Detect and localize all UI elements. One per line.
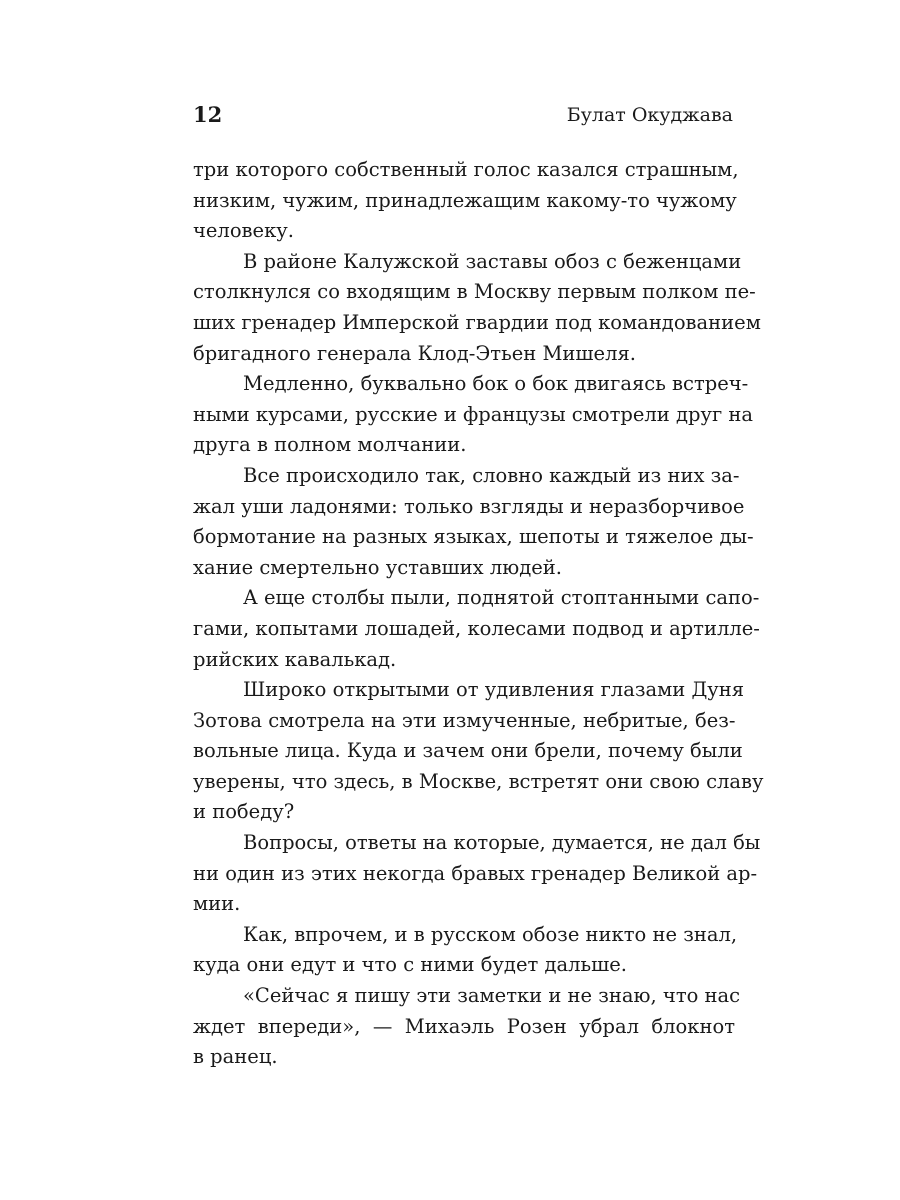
text-line: Зотова смотрела на эти измученные, небритые, без-	[193, 708, 736, 732]
text-line: Как, впрочем, и в русском обозе никто не знал,	[243, 922, 738, 946]
page-number: 12	[193, 102, 223, 127]
text-line: Вопросы, ответы на которые, думается, не дал бы	[243, 831, 761, 855]
text-line: В районе Калужской заставы обоз с беженцами	[243, 249, 742, 273]
text-line: мии.	[193, 892, 241, 916]
text-line: бригадного генерала Клод-Этьен Мишеля.	[193, 341, 636, 365]
text-line: друга в полном молчании.	[193, 433, 467, 457]
text-line: рийских кавалькад.	[193, 647, 397, 671]
text-line: хание смертельно уставших людей.	[193, 555, 562, 579]
text-line: в ранец.	[193, 1045, 278, 1069]
text-line: уверены, что здесь, в Москве, встретят они свою славу	[193, 769, 764, 793]
text-line: вольные лица. Куда и зачем они брели, почему были	[193, 739, 743, 763]
text-line: столкнулся со входящим в Москву первым полком пе-	[193, 280, 756, 304]
text-line: жал уши ладонями: только взгляды и неразборчивое	[193, 494, 745, 518]
text-line: низким, чужим, принадлежащим какому-то чужому	[193, 188, 737, 212]
text-line: куда они едут и что с ними будет дальше.	[193, 953, 627, 977]
text-line: Медленно, буквально бок о бок двигаясь встреч-	[243, 372, 749, 396]
page-header	[193, 100, 733, 130]
text-line: бормотание на разных языках, шепоты и тяжелое ды-	[193, 525, 754, 549]
text-line: и победу?	[193, 800, 295, 824]
text-line: три которого собственный голос казался страшным,	[193, 158, 739, 181]
running-head-author: Булат Окуджава	[566, 104, 733, 126]
body-text	[193, 155, 764, 1073]
text-line: Все происходило так, словно каждый из них за-	[243, 463, 740, 487]
text-line: ни один из этих некогда бравых гренадер Великой ар-	[193, 861, 758, 885]
text-line: «Сейчас я пишу эти заметки и не знаю, что нас	[243, 984, 741, 1008]
text-line: ждет впереди», — Михаэль Розен убрал блокнот	[193, 1014, 735, 1038]
text-line: гами, копытами лошадей, колесами подвод и артилле-	[193, 616, 760, 640]
text-line: человеку.	[193, 219, 294, 243]
text-line: ших гренадер Имперской гвардии под командованием	[193, 310, 761, 334]
text-line: Широко открытыми от удивления глазами Дуня	[243, 678, 745, 702]
text-line: ными курсами, русские и французы смотрели друг на	[193, 402, 754, 426]
text-line: А еще столбы пыли, поднятой стоптанными сапо-	[243, 586, 760, 610]
